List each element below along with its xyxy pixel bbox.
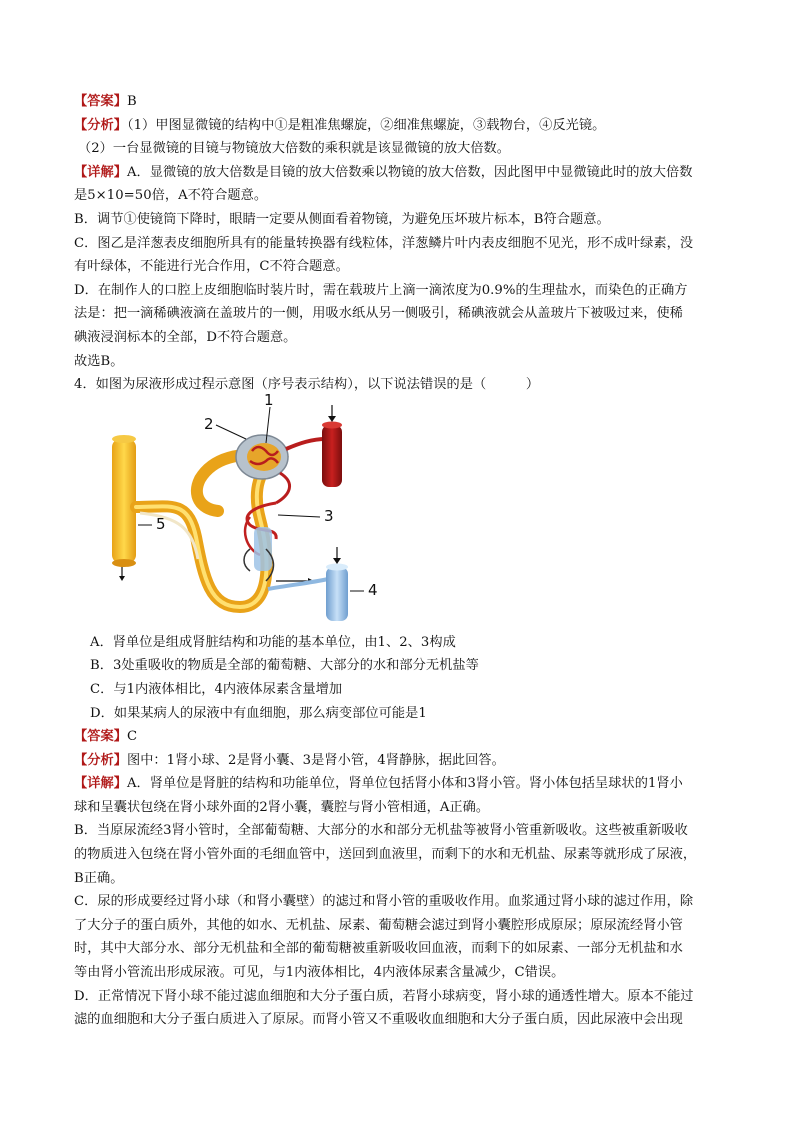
figure-label-2: 2	[204, 414, 214, 433]
renal-vein	[326, 567, 348, 621]
detail-tag: 【详解】	[74, 776, 127, 792]
detail-line: 了大分子的蛋白质外，其他的如水、无机盐、尿素、葡萄糖会滤过到肾小囊腔形成原尿；原尿流经肾小管	[74, 917, 683, 933]
detail-line: B正确。	[74, 870, 124, 886]
detail-line-1	[74, 161, 730, 185]
afferent-arteriole	[286, 439, 326, 449]
option-d: D．如果某病人的尿液中有血细胞，那么病变部位可能是1	[90, 705, 427, 721]
collecting-duct	[112, 439, 136, 563]
detail-line: 法是：把一滴稀碘液滴在盖玻片的一侧，用吸水纸从另一侧吸引，稀碘液就会从盖玻片下被吸过来，使稀	[74, 306, 683, 322]
detail-line: D．在制作人的口腔上皮细胞临时装片时，需在载玻片上滴一滴浓度为0.9%的生理盐水，而染色的正确方	[74, 282, 688, 298]
analysis-line-4	[74, 749, 730, 773]
question-stem: 4．如图为尿液形成过程示意图（序号表示结构），以下说法错误的是（ ）	[74, 377, 540, 393]
detail-line: 碘液浸润标本的全部，D不符合题意。	[74, 329, 297, 345]
figure-label-1: 1	[264, 390, 274, 409]
answer-tag: 【答案】	[74, 729, 127, 745]
nephron-illustration	[100, 399, 400, 625]
answer-tag: 【答案】	[74, 94, 127, 109]
detail-line: 故选B。	[74, 353, 124, 369]
analysis-tag: 【分析】	[74, 752, 127, 768]
answer-value: B	[126, 94, 137, 109]
analysis-text: 图中：1肾小球、2是肾小囊、3是肾小管，4肾静脉，据此回答。	[126, 752, 505, 768]
option-a: A．肾单位是组成肾脏结构和功能的基本单位，由1、2、3构成	[90, 634, 456, 650]
detail-line: 球和呈囊状包绕在肾小球外面的2肾小囊，囊腔与肾小管相通，A正确。	[74, 799, 490, 815]
detail-line: B．调节①使镜筒下降时，眼睛一定要从侧面看着物镜，为避免压坏玻片标本，B符合题意。	[74, 211, 610, 227]
detail-line: C．尿的形成要经过肾小球（和肾小囊壁）的滤过和肾小管的重吸收作用。血浆通过肾小球的滤过作用，除	[74, 894, 694, 910]
detail-line: 有叶绿体，不能进行光合作用，C不符合题意。	[74, 259, 349, 275]
detail4-line-1	[74, 772, 730, 796]
analysis-tag: 【分析】	[74, 117, 127, 133]
glomerulus	[247, 443, 281, 471]
detail-line: 滤的血细胞和大分子蛋白质进入了原尿。而肾小管又不重吸收血细胞和大分子蛋白质，因此尿液中会出现	[74, 1012, 683, 1028]
figure-label-4: 4	[368, 580, 378, 599]
answer-value: C	[126, 729, 138, 745]
detail-line: 的物质进入包绕在肾小管外面的毛细血管中，送回到血液里，而剩下的水和无机盐、尿素等就形成了尿液，	[74, 847, 697, 863]
detail-line: 等由肾小管流出形成尿液。可见，与1内液体相比，4内液体尿素含量减少，C错误。	[74, 965, 565, 981]
detail-tag: 【详解】	[74, 164, 127, 180]
answer-line-4	[74, 725, 730, 749]
detail-line: 时，其中大部分水、部分无机盐和全部的葡萄糖被重新吸收回血液，而剩下的如尿素、一部分无机盐和水	[74, 941, 683, 957]
detail-line: C．图乙是洋葱表皮细胞所具有的能量转换器有线粒体，洋葱鳞片叶内表皮细胞不见光，形不成叶绿素，没	[74, 235, 694, 251]
analysis-line-2: （2）一台显微镜的目镜与物镜放大倍数的乘积就是该显微镜的放大倍数。	[78, 141, 511, 157]
detail-text: A．肾单位是肾脏的结构和功能单位，肾单位包括肾小体和3肾小管。肾小体包括呈球状的1肾小	[126, 776, 683, 792]
renal-artery	[322, 425, 342, 487]
detail-line: 是5×10=50倍，A不符合题意。	[74, 188, 268, 204]
figure-label-3: 3	[324, 506, 334, 525]
document-page	[74, 90, 730, 1032]
detail-line: B．当原尿流经3肾小管时，全部葡萄糖、大部分的水和部分无机盐等被肾小管重新吸收。这些被重新吸收	[74, 823, 688, 839]
urine-formation-diagram	[100, 390, 400, 625]
answer-line-1	[74, 90, 730, 114]
detail-text: A．显微镜的放大倍数是目镜的放大倍数乘以物镜的放大倍数，因此图甲中显微镜此时的放大倍数	[126, 164, 693, 180]
option-b: B．3处重吸收的物质是全部的葡萄糖、大部分的水和部分无机盐等	[90, 658, 479, 674]
analysis-line-1	[74, 114, 730, 138]
figure-label-5: 5	[156, 514, 166, 533]
analysis-text: （1）甲图显微镜的结构中①是粗准焦螺旋，②细准焦螺旋，③载物台，④反光镜。	[126, 117, 606, 133]
option-c: C．与1内液体相比，4内液体尿素含量增加	[90, 681, 343, 697]
detail-line: D．正常情况下肾小球不能过滤血细胞和大分子蛋白质，若肾小球病变，肾小球的通透性增大。原本不能过	[74, 988, 694, 1004]
